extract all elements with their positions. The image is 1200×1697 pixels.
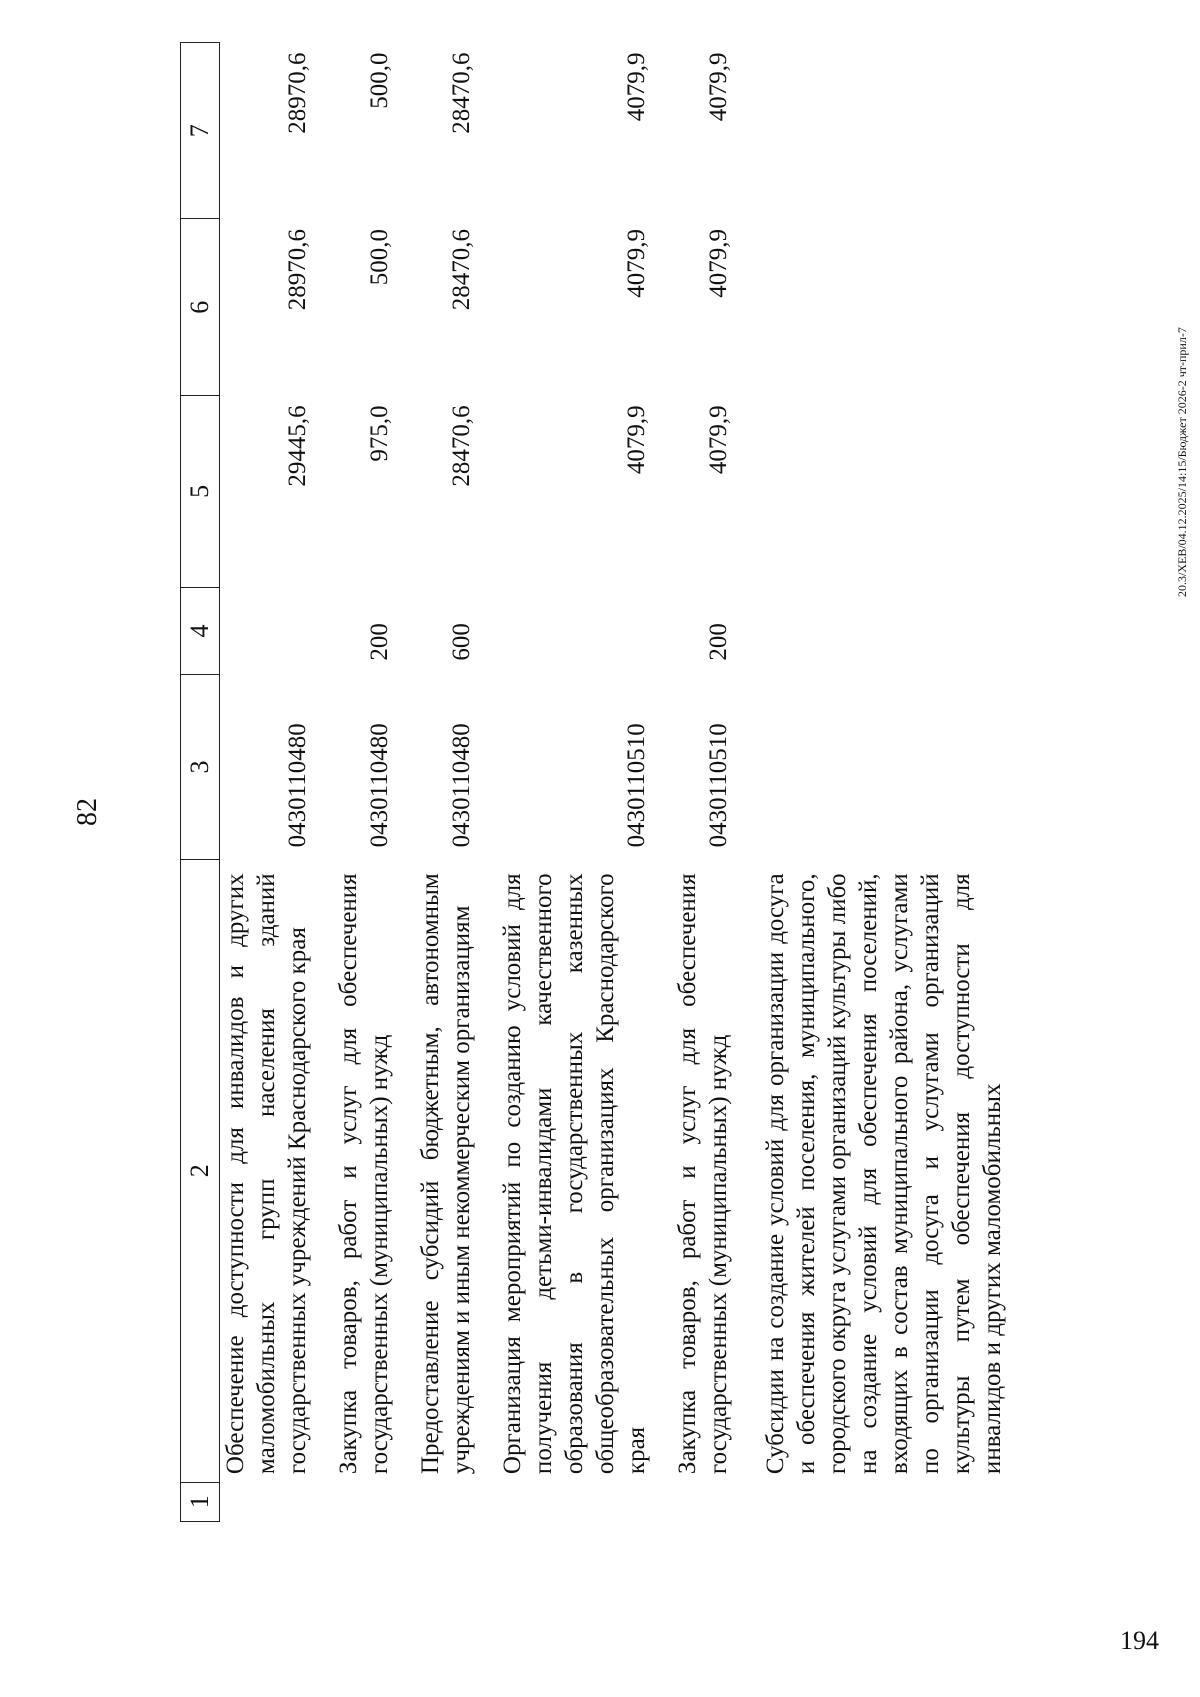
- expense-type-code: [220, 587, 334, 674]
- target-article-code: 0430110510: [623, 723, 650, 848]
- expense-type-code: 200: [366, 623, 393, 661]
- table-row: [672, 43, 754, 1522]
- row-description: Субсидии на создание условий для организации досуга и обеспечения жителей поселения, муниципального, городского округа услугами организаций культуры либо на создание условий для обеспечения поселений, входящих в состав муниципального района, услугами по организации досуга и услугами организаций культуры путем обеспечения доступности для инвалидов и других маломобильных: [762, 873, 1006, 1475]
- budget-table: [180, 42, 1028, 1522]
- amount-col5: 29445,6: [284, 405, 311, 487]
- column-header: 5: [181, 395, 220, 587]
- target-article-code: 0430110480: [366, 723, 393, 848]
- document-footer-code: 20.3/ХЕВ/04.12.2025/14:15/Бюджет 2026-2 чт-прил-7: [1175, 327, 1189, 597]
- table-row: [415, 43, 497, 1522]
- table-row: [754, 43, 1028, 1522]
- column-header: 1: [181, 1482, 220, 1521]
- column-header: 6: [181, 219, 220, 395]
- amount-col5: [754, 395, 1028, 587]
- amount-col7: 28970,6: [284, 52, 311, 134]
- amount-col6: 28970,6: [284, 228, 311, 311]
- target-article-code: 0430110480: [448, 723, 475, 848]
- amount-col6: 28470,6: [448, 228, 475, 311]
- target-article-code: 0430110510: [705, 723, 732, 848]
- row-description: Предоставление субсидий бюджетным, автономным учреждениям и иным некоммерческим организациям: [417, 873, 475, 1475]
- column-header: 2: [181, 859, 220, 1482]
- expense-type-code: 200: [705, 623, 732, 661]
- row-description: Закупка товаров, работ и услуг для обеспечения государственных (муниципальных) нужд: [674, 873, 732, 1475]
- column-header: 3: [181, 675, 220, 860]
- row-description: Обеспечение доступности для инвалидов и других маломобильных групп населения зданий государственных учреждений Краснодарского края: [222, 873, 311, 1475]
- amount-col6: 4079,9: [623, 228, 650, 298]
- amount-col7: 4079,9: [705, 52, 732, 122]
- amount-col6: 500,0: [366, 228, 393, 286]
- amount-col7: [754, 43, 1028, 219]
- amount-col7: 28470,6: [448, 52, 475, 134]
- table-row: [333, 43, 415, 1522]
- amount-col5: 4079,9: [705, 405, 732, 475]
- amount-col5: 975,0: [366, 405, 393, 462]
- row-index: [754, 1482, 1028, 1521]
- row-index: [220, 1482, 334, 1521]
- row-index: [415, 1482, 497, 1521]
- row-index: [333, 1482, 415, 1521]
- target-article-code: 0430110480: [284, 723, 311, 848]
- expense-type-code: [754, 587, 1028, 674]
- table-row: [220, 43, 334, 1522]
- amount-col5: 4079,9: [623, 405, 650, 475]
- row-index: [497, 1482, 672, 1521]
- sheet-number: 194: [1120, 1626, 1159, 1655]
- table-row: [497, 43, 672, 1522]
- table-header-row: [181, 43, 220, 1522]
- amount-col7: 4079,9: [623, 52, 650, 122]
- amount-col6: [754, 219, 1028, 395]
- row-index: [672, 1482, 754, 1521]
- column-header: 7: [181, 43, 220, 219]
- amount-col5: 28470,6: [448, 405, 475, 487]
- expense-type-code: 600: [448, 623, 475, 661]
- expense-type-code: [497, 587, 672, 674]
- row-description: Организация мероприятий по созданию условий для получения детьми-инвалидами качественного образования в государственных казенных общеобразовательных организациях Краснодарского края: [499, 873, 650, 1475]
- amount-col7: 500,0: [366, 52, 393, 109]
- page-number: 82: [72, 798, 103, 826]
- row-description: Закупка товаров, работ и услуг для обеспечения государственных (муниципальных) нужд: [335, 873, 393, 1475]
- amount-col6: 4079,9: [705, 228, 732, 298]
- column-header: 4: [181, 587, 220, 674]
- target-article-code: [754, 675, 1028, 860]
